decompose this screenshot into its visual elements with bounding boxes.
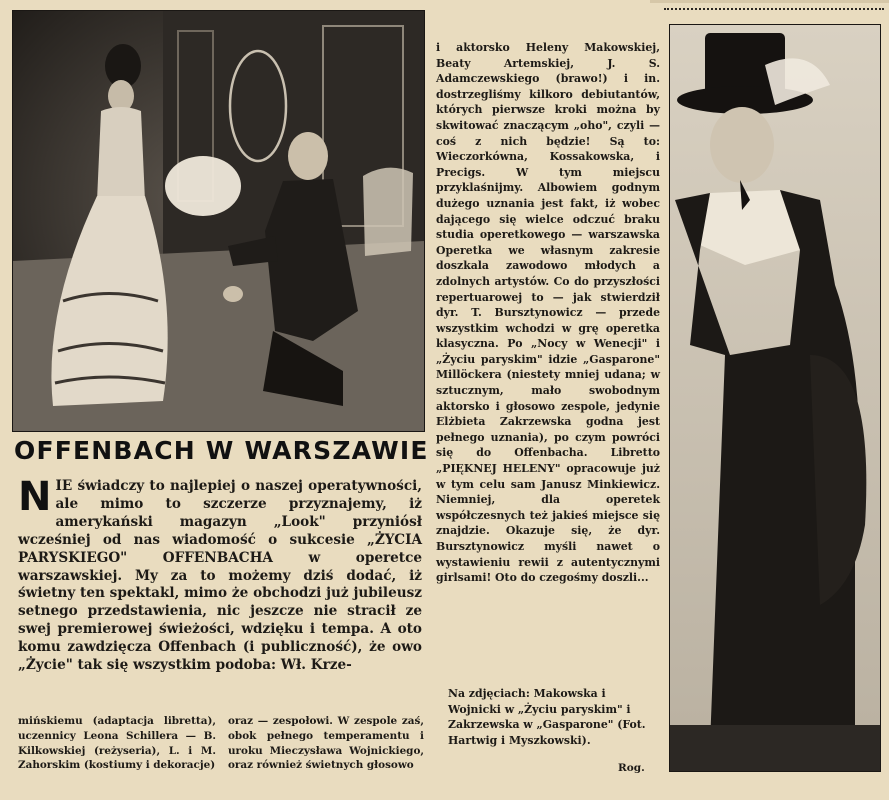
article-headline: OFFENBACH W WARSZAWIE — [14, 436, 429, 465]
article-lead-paragraph — [18, 474, 422, 675]
portrait-illustration — [670, 25, 880, 771]
author-signature: Rog. — [618, 762, 645, 774]
lead-text: IE świadczy to najlepiej o naszej operatywności, ale mimo to szczerze przyznajemy, iż amerykański magazyn „Look" przyniósł wcześniej od nas wiadomość o sukcesie „ŻYCIA PARYSKIEGO" OFFENBACHA w operetce warszawskiej. My za to możemy dziś dodać, iż świetny ten spektakl, mimo że obchodzi już jubileusz setnego przedstawienia, nic jeszcze nie stracił ze swej premierowej świeżości, wdzięku i tempa. A oto komu zawdzięcza Offenbach (i publiczność), że owo „Życie" tak się wszystkim podoba: Wł. Krze- — [18, 478, 422, 674]
small-column-right: oraz — zespołowi. W zespole zaś, obok pełnego temperamentu i uroku Mieczysława Wojnickiego, oraz również świetnych głosowo — [228, 715, 424, 772]
stage-scene-illustration — [13, 11, 424, 431]
top-dotted-border — [664, 0, 884, 10]
photo-captions: Na zdjęciach: Makowska i Wojnicki w „Życiu paryskim" i Zakrzewska w „Gasparone" (Fot. Hartwig i Myszkowski). — [448, 687, 646, 747]
portrait-photo-zakrzewska — [669, 24, 881, 772]
middle-column-text: i aktorsko Heleny Makowskiej, Beaty Artemskiej, J. S. Adamczewskiego (brawo!) i in. dostrzegliśmy kilkoro debiutantów, których pierwsze kroki można by skwitować znaczącym „oho", czyli — coś z nich będzie! Są to: Wieczorkówna, Kossakowska, i Precigs. W tym miejscu przyklaśnijmy. Albowiem godnym dużego uznania jest fakt, iż wobec dającego się wielce odczuć braku studia operetkowego — warszawska Operetka we własnym zakresie doszkala zawodowo młodych a zdolnych artystów. Co do przyszłości repertuarowej to — jak stwierdził dyr. T. Bursztynowicz — przede wszystkim wchodzi w grę operetka klasyczna. Po „Nocy w Wenecji" i „Życiu paryskim" idzie „Gasparone" Millöckera (niestety mniej udana; w sztucznym, mało swobodnym aktorsko i głosowo zespole, jedynie Elżbieta Zakrzewska godna jest pełnego uznania), po czym powróci się do Offenbacha. Libretto „PIĘKNEJ HELENY" opracowuje już w tym celu sam Janusz Minkiewicz. Niemniej, dla operetek współczesnych też jakieś miejsce się znajdzie. Okazuje się, że dyr. Bursztynowicz myśli nawet o wystawieniu rewii z autentycznymi girlsami! Oto do czegośmy doszli... — [436, 41, 660, 585]
stage-photo-makowska-wojnicki — [12, 10, 425, 432]
small-column-left: mińskiemu (adaptacja libretta), uczennicy Leona Schillera — B. Kilkowskiej (reżyseria), L. i M. Zahorskim (kostiumy i dekoracje) — [18, 715, 216, 772]
drop-cap: N — [18, 474, 52, 520]
